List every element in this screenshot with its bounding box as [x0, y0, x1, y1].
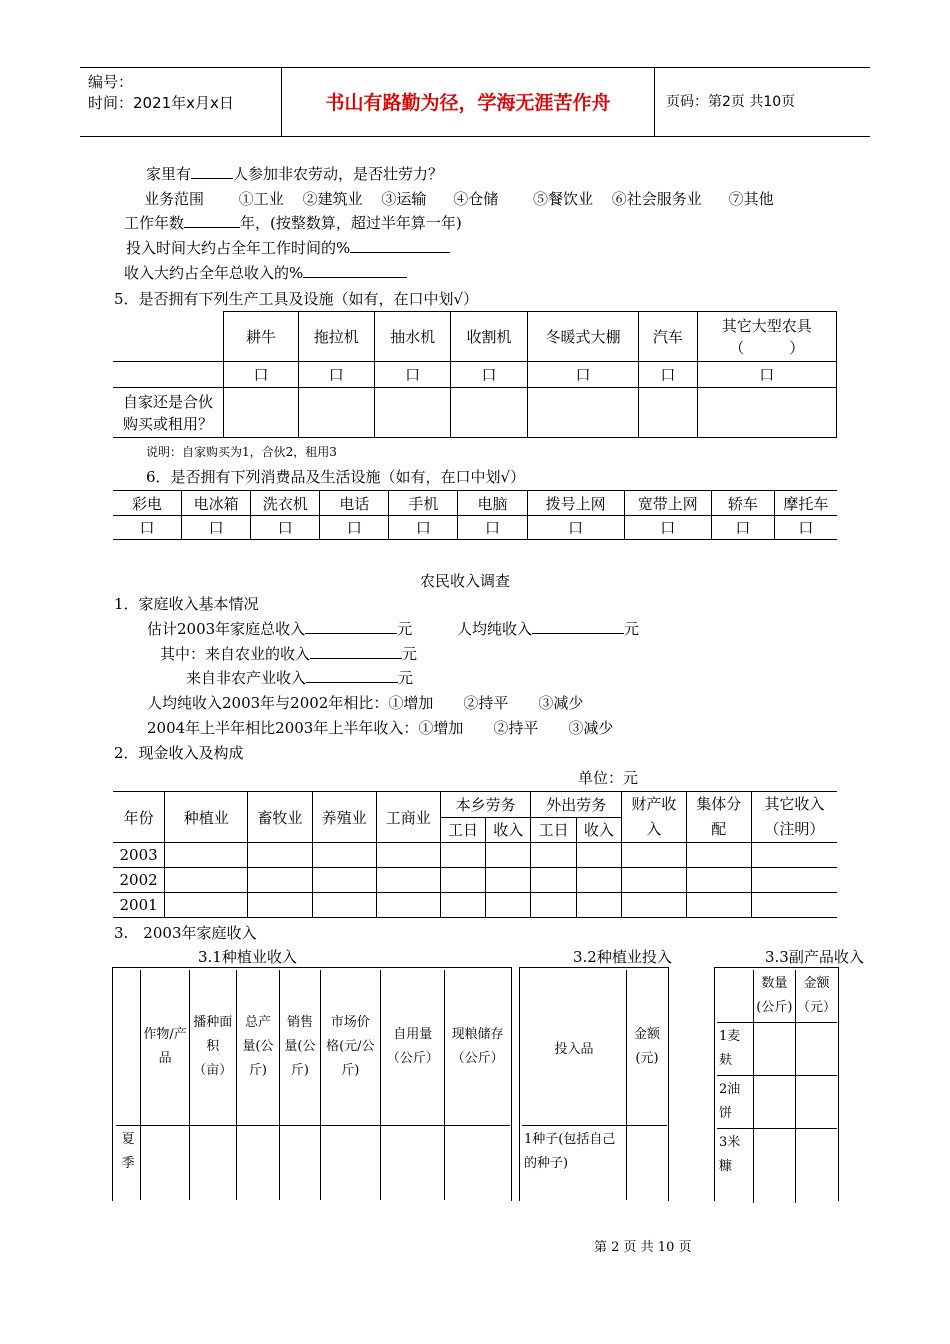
t33-cell[interactable] [753, 1128, 795, 1203]
cash-cell[interactable] [531, 843, 576, 868]
q5-checkbox[interactable]: 口 [639, 362, 697, 388]
q6-title: 6．是否拥有下列消费品及生活设施（如有，在口中划√） [146, 468, 526, 486]
q5-box-label [113, 362, 224, 388]
table-3-2 [522, 970, 667, 1200]
t31-cell[interactable] [190, 1125, 237, 1200]
q6-header-mobile: 手机 [389, 491, 458, 516]
q5-ownership-cell[interactable] [697, 388, 836, 438]
q5-header-other-machinery: 其它大型农具（ ） [697, 312, 836, 362]
t33-header-quantity: 数量(公斤) [753, 970, 795, 1022]
q5-header-cattle: 耕牛 [224, 312, 298, 362]
cash-cell[interactable] [440, 843, 485, 868]
number-label: 编号： [88, 73, 134, 91]
q6-checkbox[interactable]: 口 [527, 516, 624, 540]
q5-ownership-label: 自家还是合伙购买或租用？ [113, 388, 224, 438]
page-header [80, 67, 870, 137]
cash-income-table [113, 791, 837, 918]
q5-title: 5．是否拥有下列生产工具及设施（如有，在口中划√） [114, 290, 479, 308]
cash-header-livestock: 畜牧业 [248, 792, 312, 843]
q6-header-fridge: 电冰箱 [182, 491, 251, 516]
q6-header-sedan: 轿车 [711, 491, 774, 516]
q6-header-washer: 洗衣机 [251, 491, 320, 516]
t33-cell[interactable] [753, 1075, 795, 1128]
income-line-4: 人均纯收入2003年与2002年相比：①增加 ②持平 ③减少 [147, 694, 584, 712]
q5-note: 说明：自家购买为1，合伙2，租用3 [146, 445, 337, 459]
cash-cell[interactable] [165, 893, 248, 918]
section-3-1-title: 3.1种植业收入 [198, 948, 297, 966]
cash-cell[interactable] [576, 893, 621, 918]
q6-header-motorcycle: 摩托车 [774, 491, 837, 516]
q5-checkbox[interactable]: 口 [224, 362, 298, 388]
t33-cell[interactable] [796, 1075, 838, 1128]
cash-cell[interactable] [686, 843, 751, 868]
t33-row-rice-bran: 3米糠 [717, 1128, 753, 1203]
t31-header-area: 播种面积（亩） [190, 970, 237, 1125]
cash-header-collective: 集体分配 [686, 792, 751, 843]
t31-cell[interactable] [236, 1125, 280, 1200]
t31-cell[interactable] [141, 1125, 190, 1200]
q5-header-harvester: 收割机 [451, 312, 527, 362]
t33-header-amount: 金额（元） [796, 970, 838, 1022]
cash-cell[interactable] [686, 893, 751, 918]
cash-row-year: 2001 [113, 893, 165, 918]
cash-cell[interactable] [165, 868, 248, 893]
cash-row-year: 2002 [113, 868, 165, 893]
q5-checkbox[interactable]: 口 [527, 362, 639, 388]
income-title: 农民收入调查 [420, 572, 511, 590]
unit-label: 单位：元 [578, 769, 639, 787]
t33-corner [717, 970, 753, 1022]
t31-cell[interactable] [381, 1125, 445, 1200]
cash-cell[interactable] [751, 843, 837, 868]
q5-ownership-cell[interactable] [527, 388, 639, 438]
table-3-3 [717, 970, 837, 1203]
cash-cell[interactable] [576, 868, 621, 893]
q6-checkbox[interactable]: 口 [774, 516, 837, 540]
q6-header-tv: 彩电 [113, 491, 182, 516]
q5-checkbox[interactable]: 口 [374, 362, 450, 388]
cash-cell[interactable] [486, 843, 531, 868]
cash-header-outside-workday: 工日 [531, 817, 576, 843]
cash-header-local-workday: 工日 [440, 817, 485, 843]
t31-row-summer: 夏季 [116, 1125, 141, 1200]
page-footer: 第 2 页 共 10 页 [594, 1240, 692, 1255]
cash-cell[interactable] [751, 893, 837, 918]
q5-ownership-cell[interactable] [298, 388, 374, 438]
income-line-3: 来自非农产业收入 元 [186, 669, 414, 687]
q6-checkbox[interactable]: 口 [113, 516, 182, 540]
header-page-info: 页码：第2页 共10页 [666, 94, 796, 110]
question-line-4: 投入时间大约占全年工作时间的% [126, 237, 450, 258]
cash-cell[interactable] [622, 843, 687, 868]
t31-cell[interactable] [320, 1125, 380, 1200]
cash-cell[interactable] [440, 868, 485, 893]
question-line-5: 收入大约占全年总收入的% [124, 262, 407, 283]
t32-header-amount: 金额(元) [627, 970, 668, 1125]
cash-header-commerce: 工商业 [376, 792, 440, 843]
cash-header-other: 其它收入（注明） [751, 792, 837, 843]
q5-table [113, 311, 837, 438]
q5-ownership-cell[interactable] [451, 388, 527, 438]
q5-ownership-cell[interactable] [639, 388, 697, 438]
q6-header-dialup: 拨号上网 [527, 491, 624, 516]
t31-header-storage: 现粮储存（公斤） [445, 970, 510, 1125]
q6-checkbox[interactable]: 口 [251, 516, 320, 540]
q5-header-car: 汽车 [639, 312, 697, 362]
q5-header-greenhouse: 冬暖式大棚 [527, 312, 639, 362]
t31-header-price: 市场价格(元/公斤) [320, 970, 380, 1125]
cash-header-local-labor: 本乡劳务 [440, 792, 531, 818]
cash-cell[interactable] [576, 843, 621, 868]
income-section-1: 1．家庭收入基本情况 [114, 595, 259, 613]
t31-cell[interactable] [280, 1125, 320, 1200]
cash-cell[interactable] [248, 868, 312, 893]
q5-checkbox[interactable]: 口 [451, 362, 527, 388]
q5-header-pump: 抽水机 [374, 312, 450, 362]
cash-cell[interactable] [248, 893, 312, 918]
table-3-1 [116, 970, 510, 1200]
t31-season-header [116, 970, 141, 1125]
t32-row-seed: 1种子(包括自己的种子) [522, 1125, 627, 1200]
question-line-1: 家里有 人参加非农劳动，是否壮劳力？ [146, 165, 444, 183]
section-3-2-title: 3.2种植业投入 [573, 948, 672, 966]
q6-header-phone: 电话 [320, 491, 389, 516]
q5-ownership-cell[interactable] [224, 388, 298, 438]
cash-cell[interactable] [248, 843, 312, 868]
t32-header-input: 投入品 [522, 970, 627, 1125]
q6-checkbox[interactable]: 口 [458, 516, 527, 540]
cash-cell[interactable] [440, 893, 485, 918]
q5-checkbox[interactable]: 口 [697, 362, 836, 388]
cash-cell[interactable] [622, 868, 687, 893]
time-label: 时间：2021年x月x日 [88, 94, 234, 112]
q5-checkbox[interactable]: 口 [298, 362, 374, 388]
q6-table [113, 490, 837, 540]
cash-cell[interactable] [165, 843, 248, 868]
cash-cell[interactable] [531, 893, 576, 918]
cash-header-year: 年份 [113, 792, 165, 843]
cash-cell[interactable] [531, 868, 576, 893]
t31-header-crop: 作物/产品 [141, 970, 190, 1125]
t31-cell[interactable] [445, 1125, 510, 1200]
cash-cell[interactable] [376, 868, 440, 893]
q6-checkbox[interactable]: 口 [320, 516, 389, 540]
cash-cell[interactable] [686, 868, 751, 893]
q6-checkbox[interactable]: 口 [182, 516, 251, 540]
cash-cell[interactable] [312, 843, 376, 868]
cash-cell[interactable] [312, 868, 376, 893]
t33-cell[interactable] [796, 1022, 838, 1075]
t31-header-self-use: 自用量（公斤） [381, 970, 445, 1125]
q6-checkbox[interactable]: 口 [711, 516, 774, 540]
income-line-2: 其中：来自农业的收入 元 [160, 645, 418, 663]
q6-header-broadband: 宽带上网 [624, 491, 711, 516]
question-line-3: 工作年数 年，(按整数算，超过半年算一年) [124, 214, 462, 232]
t33-row-bran: 1麦麸 [717, 1022, 753, 1075]
income-section-3: 3. 2003年家庭收入 [114, 924, 257, 942]
income-section-2: 2．现金收入及构成 [114, 744, 244, 762]
cash-header-property: 财产收入 [622, 792, 687, 843]
t33-row-oilcake: 2油饼 [717, 1075, 753, 1128]
t32-cell[interactable] [627, 1125, 668, 1200]
cash-header-outside-income: 收入 [576, 817, 621, 843]
q6-checkbox[interactable]: 口 [624, 516, 711, 540]
section-3-3-title: 3.3副产品收入 [765, 948, 864, 966]
cash-row-year: 2003 [113, 843, 165, 868]
header-meta [80, 68, 282, 136]
t33-cell[interactable] [753, 1022, 795, 1075]
cash-header-outside-labor: 外出劳务 [531, 792, 622, 818]
t31-header-output: 总产量(公斤) [236, 970, 280, 1125]
cash-cell[interactable] [486, 893, 531, 918]
cash-cell[interactable] [751, 868, 837, 893]
cash-cell[interactable] [376, 843, 440, 868]
income-line-5: 2004年上半年相比2003年上半年收入：①增加 ②持平 ③减少 [147, 719, 614, 737]
header-motto: 书山有路勤为径，学海无涯苦作舟 [282, 68, 655, 136]
income-line-1: 估计2003年家庭总收入 元 人均纯收入 元 [147, 620, 640, 638]
cash-cell[interactable] [312, 893, 376, 918]
cash-header-planting: 种植业 [165, 792, 248, 843]
cash-cell[interactable] [376, 893, 440, 918]
t33-cell[interactable] [796, 1128, 838, 1203]
q5-ownership-cell[interactable] [374, 388, 450, 438]
q6-header-computer: 电脑 [458, 491, 527, 516]
q6-checkbox[interactable]: 口 [389, 516, 458, 540]
q5-header-tractor: 拖拉机 [298, 312, 374, 362]
cash-cell[interactable] [622, 893, 687, 918]
question-line-2: 业务范围 ①工业 ②建筑业 ③运输 ④仓储 ⑤餐饮业 ⑥社会服务业 ⑦其他 [144, 190, 774, 208]
t31-header-sales: 销售量(公斤) [280, 970, 320, 1125]
cash-cell[interactable] [486, 868, 531, 893]
cash-header-breeding: 养殖业 [312, 792, 376, 843]
cash-header-local-income: 收入 [486, 817, 531, 843]
q5-corner [113, 312, 224, 362]
